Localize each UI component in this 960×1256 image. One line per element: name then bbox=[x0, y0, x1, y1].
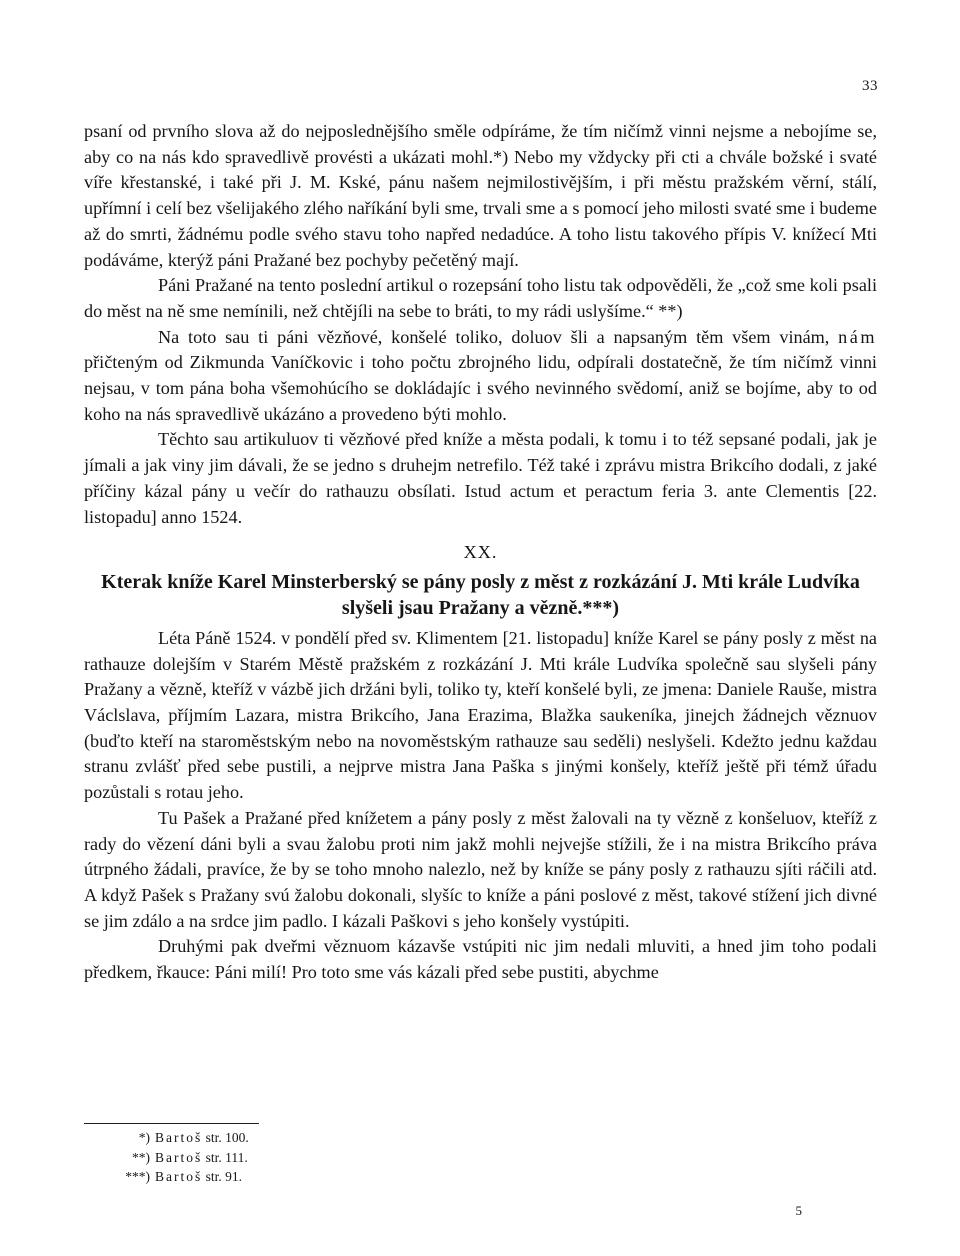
footnote-author: Bartoš bbox=[155, 1169, 203, 1184]
printer-signature-mark: 5 bbox=[795, 1203, 802, 1218]
footnote-text bbox=[155, 1167, 242, 1187]
paragraph-continuation: psaní od prvního slova až do nejposlednějšího směle odpíráme, že tím ničímž vinni nejsme a nebojíme se, aby co na nás kdo spravedlivě provésti a ukázati mohl.*) Nebo my vždycky při cti a chvále božské i svaté víře křestanské, i také při J. M. Kské, pánu našem nejmilostivějším, i při městu pražském věrní, stálí, upřímní i celí bez všelijakého zlého naříkání byli sme, trvali sme a s pomocí jeho milosti svaté sme i budeme až do smrti, žádnému podle svého stavu toho napřed nedadúce. A toho listu takového přípis V. knížecí Mti podáváme, kterýž páni Pražané bez pochyby pečetěný mají. bbox=[84, 121, 877, 270]
footnotes bbox=[84, 1128, 484, 1187]
footnote-ref: str. 100. bbox=[205, 1130, 249, 1145]
paragraph-text-rest: přičteným od Zikmunda Vaníčkovic i toho počtu zbrojného lidu, odpírali dostatečně, že tím ničímž vinni nejsau, v tom pána boha všemohúcího se dokládajíc i svého nevinného svědomí, aniž se bojíme, aby to od koho na nás spravedlivě ukázáno a provedeno býti mohlo. bbox=[84, 352, 877, 424]
spaced-word: nám bbox=[838, 326, 877, 347]
footnote-mark: *) bbox=[138, 1130, 150, 1145]
footnote-author: Bartoš bbox=[155, 1149, 203, 1165]
footnote-text bbox=[155, 1148, 248, 1168]
footnote bbox=[84, 1148, 484, 1168]
footnote-mark: **) bbox=[132, 1149, 150, 1165]
paragraph-articles: Těchto sau artikuluov ti vězňové před kníže a města podali, k tomu i to též sepsané podali, jak je jímali a jak viny jim dávali, že se jedno s druhejm netrefilo. Též také i zprávu mistra Brikcího dodali, z jaké příčiny kázal pány u večír do rathauzu obsílati. Istud actum et peractum feria 3. ante Clementis [22. listopadu] anno 1524. bbox=[84, 429, 877, 527]
section-paragraph-2: Tu Pašek a Pražané před knížetem a pány posly z měst žalovali na ty vězně z konšeluov, kteříž z rady do vězení dáni byli a svau žalobu proti nim jakž mohli nejvejše stížili, že i na mistra Brikcího práva útrpného žádali, pravíce, že by se toho mnoho nalezlo, než by kníže se pány posly z rathauzu sjíti ráčili atd. A když Pašek s Pražany svú žalobu dokonali, slyšíc to kníže a páni poslové z měst, takové stížení jich divné se jim zdálo a na srdce jim padlo. I kázali Paškovi s jeho konšely vystúpiti. bbox=[84, 807, 877, 931]
section-paragraph-1: Léta Páně 1524. v pondělí před sv. Klimentem [21. listopadu] kníže Karel se pány posly z měst na rathauze dolejším v Starém Městě pražském z rozkázání J. Mti krále Ludvíka společně sau slyšeli pány Pražany a vězně, kteříž v vázbě jich držáni byli, toliko ty, kteří konšelé byli, ze jmena: Daniele Rauše, mistra Václslava, příjmím Lazara, mistra Brikcího, Jana Erazima, Blažka saukeníka, jinejch žádnejch věznuov (buďto kteří na staroměstským nebo na novoměstským rathauze sau seděli) neslyšeli. Kdežto jednu každau stranu zvlášť před sebe pustili, a nejprve mistra Jana Paška s jinými konšely, kteříž ještě při témž úřadu pozůstali s rotau jeho. bbox=[84, 627, 877, 803]
section-title: Kterak kníže Karel Minsterberský se pány posly z měst z rozkázání J. Mti krále Ludvíka slyšeli jsau Pražany a vězně.***) bbox=[101, 570, 860, 620]
paragraph-prazane-reply: Páni Pražané na tento poslední artikul o rozepsání toho listu tak odpověděli, že „což sme koli psali do měst na ně sme nemínili, než chtějíli na sebe to bráti, to my rádi uslyšíme.“ **) bbox=[84, 275, 877, 321]
page-body bbox=[84, 119, 877, 986]
footnote-mark: ***) bbox=[125, 1169, 150, 1184]
footnote bbox=[84, 1128, 484, 1148]
footnote-divider bbox=[84, 1123, 259, 1124]
paragraph-text-start: Na toto sau ti páni vězňové, konšelé toliko, doluov šli a napsaným těm všem vinám, bbox=[158, 326, 830, 347]
footnote-ref: str. 91. bbox=[205, 1169, 243, 1184]
section-paragraph-3: Druhými pak dveřmi věznuom kázavše vstúpiti nic jim nedali mluviti, a hned jim toho podali předkem, řkauce: Páni milí! Pro toto sme vás kázali před sebe pustiti, abychme bbox=[84, 936, 877, 983]
footnote-text bbox=[155, 1128, 249, 1148]
footnote-ref: str. 111. bbox=[205, 1149, 248, 1165]
footnote-author: Bartoš bbox=[155, 1130, 203, 1145]
footnote bbox=[84, 1167, 484, 1187]
page-number: 33 bbox=[862, 78, 878, 94]
paragraph-prisoners-response bbox=[84, 325, 877, 428]
section-number: XX. bbox=[463, 542, 498, 563]
